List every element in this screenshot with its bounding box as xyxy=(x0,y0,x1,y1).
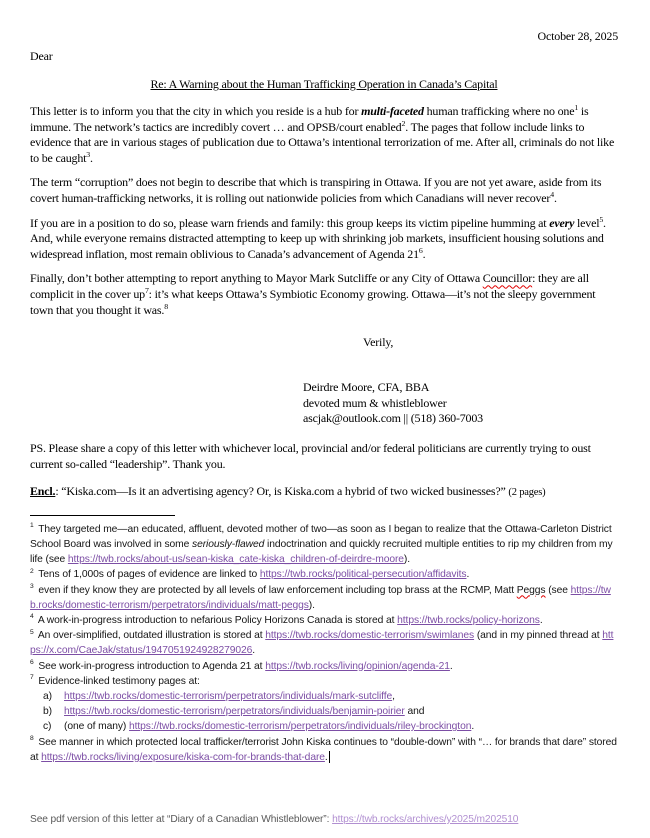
text-run: , xyxy=(392,690,395,702)
text-run: multi-faceted xyxy=(361,104,424,118)
enclosure-title: : “Kiska.com—Is it an advertising agency? Or, is Kiska.com a hybrid of two wicked businesses?” xyxy=(55,484,509,499)
text-run: . xyxy=(449,660,453,672)
text-run: seriously-flawed xyxy=(192,538,265,550)
footnote-marker: 7 xyxy=(30,674,34,682)
text-run: Finally, don’t bother attempting to report anything to Mayor Mark Sutcliffe or any City of Ottawa xyxy=(30,271,483,286)
text-run: If you are in a position to do so, please warn friends and family: this group keeps its victim pipeline humming at xyxy=(30,215,550,230)
footnote-7 xyxy=(30,674,618,735)
letter-subject: Re: A Warning about the Human Trafficking Operation in Canada’s Capital xyxy=(150,77,498,91)
enclosure-line xyxy=(30,484,618,501)
paragraph-3 xyxy=(30,216,618,263)
hyperlink[interactable]: https://twb.rocks/policy-horizons xyxy=(397,614,540,626)
hyperlink[interactable]: https://twb.rocks/domestic-terrorism/perpetrators/individuals/matt-peggs xyxy=(30,584,611,611)
footnotes xyxy=(30,522,618,765)
text-run: ). xyxy=(308,599,315,611)
footnote-subitem xyxy=(43,719,618,734)
enclosure-pages: (2 pages) xyxy=(508,487,546,499)
text-run: . The pages that follow include links to evidence that are in various stages of publication due to Ottawa’s intentional terrorization of me. After all, criminals do not like to be caught xyxy=(30,119,615,165)
text-run: . xyxy=(252,645,256,657)
footnote-4 xyxy=(30,613,618,628)
footnote-ref: 1 xyxy=(574,103,579,112)
subitem-label: a) xyxy=(43,690,52,702)
hyperlink[interactable]: https://twb.rocks/domestic-terrorism/perpetrators/individuals/riley-brockington xyxy=(129,721,472,733)
hyperlink[interactable]: https://twb.rocks/about-us/sean-kiska_cate-kiska_children-of-deirdre-moore xyxy=(67,554,404,566)
footnote-ref: 6 xyxy=(418,245,423,255)
hyperlink[interactable]: https://twb.rocks/living/exposure/kiska-com-for-brands-that-dare xyxy=(41,751,325,763)
paragraph-4 xyxy=(30,271,618,318)
text-run: Tens of 1,000s of pages of evidence are linked to xyxy=(38,569,260,581)
hyperlink[interactable]: https://twb.rocks/domestic-terrorism/swimlanes xyxy=(265,630,475,642)
text-run: ). xyxy=(403,554,410,566)
footnote-ref: 2 xyxy=(401,118,406,128)
text-run: . xyxy=(89,150,93,165)
footnote-ref: 7 xyxy=(144,285,149,295)
text-run: . xyxy=(553,190,557,205)
footer-note xyxy=(30,813,618,827)
footnote-ref: 4 xyxy=(550,189,554,199)
salutation: Dear xyxy=(30,49,53,63)
text-run: and xyxy=(404,706,425,718)
hyperlink[interactable]: https://twb.rocks/archives/y2025/m202510 xyxy=(332,814,519,825)
letter-date: October 28, 2025 xyxy=(537,29,618,43)
text-caret xyxy=(329,751,331,763)
hyperlink[interactable]: https://twb.rocks/domestic-terrorism/perpetrators/individuals/mark-sutcliffe xyxy=(64,690,393,702)
footnote-ref: 3 xyxy=(86,149,90,159)
text-run: . xyxy=(324,751,328,763)
footnote-6 xyxy=(30,659,618,674)
text-run: See manner in which protected local trafficker/terrorist John Kiska continues to “double-down” with “… for brands that dare” stored at xyxy=(30,736,617,763)
hyperlink[interactable]: https://twb.rocks/living/opinion/agenda-21 xyxy=(265,660,450,672)
text-run: is immune. The network’s tactics are incredibly covert … and OPSB/court enabled xyxy=(30,104,589,134)
paragraph-1 xyxy=(30,104,618,166)
footnote-separator xyxy=(30,515,175,516)
signature-name: Deirdre Moore, CFA, BBA xyxy=(303,380,430,395)
text-run: They targeted me—an educated, affluent, devoted mother of two—as soon as I began to realize that the Ottawa-Carleton District School Board was involved in some xyxy=(30,523,612,550)
footnote-marker: 2 xyxy=(30,567,34,575)
text-run: An over-simplified, outdated illustration is stored at xyxy=(37,630,266,642)
text-run: Evidence-linked testimony pages at: xyxy=(38,675,200,687)
text-run: : it’s what keeps Ottawa’s Symbiotic Economy growing. Ottawa—it’s not the sleepy government town that you thought it was. xyxy=(30,286,596,317)
signature-contact: ascjak@outlook.com || (518) 360-7003 xyxy=(303,411,483,426)
footnote-8 xyxy=(30,735,618,765)
hyperlink[interactable]: https://twb.rocks/domestic-terrorism/perpetrators/individuals/benjamin-poirier xyxy=(64,706,405,718)
ps-note: PS. Please share a copy of this letter with whichever local, provincial and/or federal politicians are currently trying to oust current so-called “leadership”. Thank you. xyxy=(30,440,591,471)
text-run: indoctrination and quickly recruited multiple entities to rip my children from my life (see xyxy=(30,538,613,566)
text-run: : they are all complicit in the cover up xyxy=(30,271,589,301)
footnote-3 xyxy=(30,583,618,613)
text-run: even if they know they are protected by all levels of law enforcement including top brass at the RCMP, Matt xyxy=(38,584,517,596)
text-run: . And, while everyone remains distracted attempting to keep up with shrinking job markets, insufficient housing solutions and widespread inflation, most remain oblivious to Canada’s advancement of Agenda 21 xyxy=(30,215,606,261)
text-run: . xyxy=(422,246,426,261)
text-run: (one of many) xyxy=(64,721,129,733)
text-run: A work-in-progress introduction to nefarious Policy Horizons Canada is stored at xyxy=(37,614,398,626)
text-run: . xyxy=(466,569,470,581)
text-run: every xyxy=(549,215,575,230)
footnote-marker: 1 xyxy=(30,522,34,530)
text-run: Peggs xyxy=(516,584,546,596)
hyperlink[interactable]: https://x.com/CaeJak/status/1947051924928279026 xyxy=(30,630,614,657)
paragraph-2 xyxy=(30,175,618,206)
footnote-marker: 5 xyxy=(30,628,34,636)
footnote-subitem xyxy=(43,689,618,704)
text-run: human trafficking where no one xyxy=(423,104,575,118)
text-run: . xyxy=(539,614,543,626)
letter-body xyxy=(30,104,618,318)
footnote-marker: 8 xyxy=(30,735,34,743)
footnote-ref: 8 xyxy=(164,301,168,311)
hyperlink[interactable]: https://twb.rocks/political-persecution/affidavits xyxy=(259,569,467,581)
text-run: The term “corruption” does not begin to describe that which is transpiring in Ottawa. If you are not yet aware, aside from its covert human-trafficking networks, it is rolling out nationwide policies from which Canadians will never recover xyxy=(30,175,602,205)
footnote-marker: 4 xyxy=(30,613,34,621)
text-run: See work-in-progress introduction to Agenda 21 at xyxy=(38,660,266,672)
signature-block xyxy=(303,380,618,427)
footnote-2 xyxy=(30,567,618,582)
text-run: (see xyxy=(545,584,571,596)
subitem-label: b) xyxy=(43,706,52,718)
footnote-ref: 5 xyxy=(599,214,604,224)
text-run: Councillor xyxy=(482,271,533,286)
text-run: level xyxy=(574,215,600,230)
text-run: See pdf version of this letter at “Diary of a Canadian Whistleblower”: xyxy=(30,814,333,825)
signature-role: devoted mum & whistleblower xyxy=(303,395,447,410)
subitem-label: c) xyxy=(43,721,52,733)
footnote-subitem xyxy=(43,704,618,719)
footnote-marker: 3 xyxy=(30,583,34,591)
text-run: This letter is to inform you that the city in which you reside is a hub for xyxy=(30,104,362,118)
enclosure-label: Encl. xyxy=(30,484,56,499)
text-run: . xyxy=(471,721,475,733)
closing-valediction: Verily, xyxy=(363,335,394,350)
footnote-5 xyxy=(30,628,618,658)
text-run: (and in my pinned thread at xyxy=(474,630,603,642)
footnote-1 xyxy=(30,522,618,568)
footnote-marker: 6 xyxy=(30,659,34,667)
